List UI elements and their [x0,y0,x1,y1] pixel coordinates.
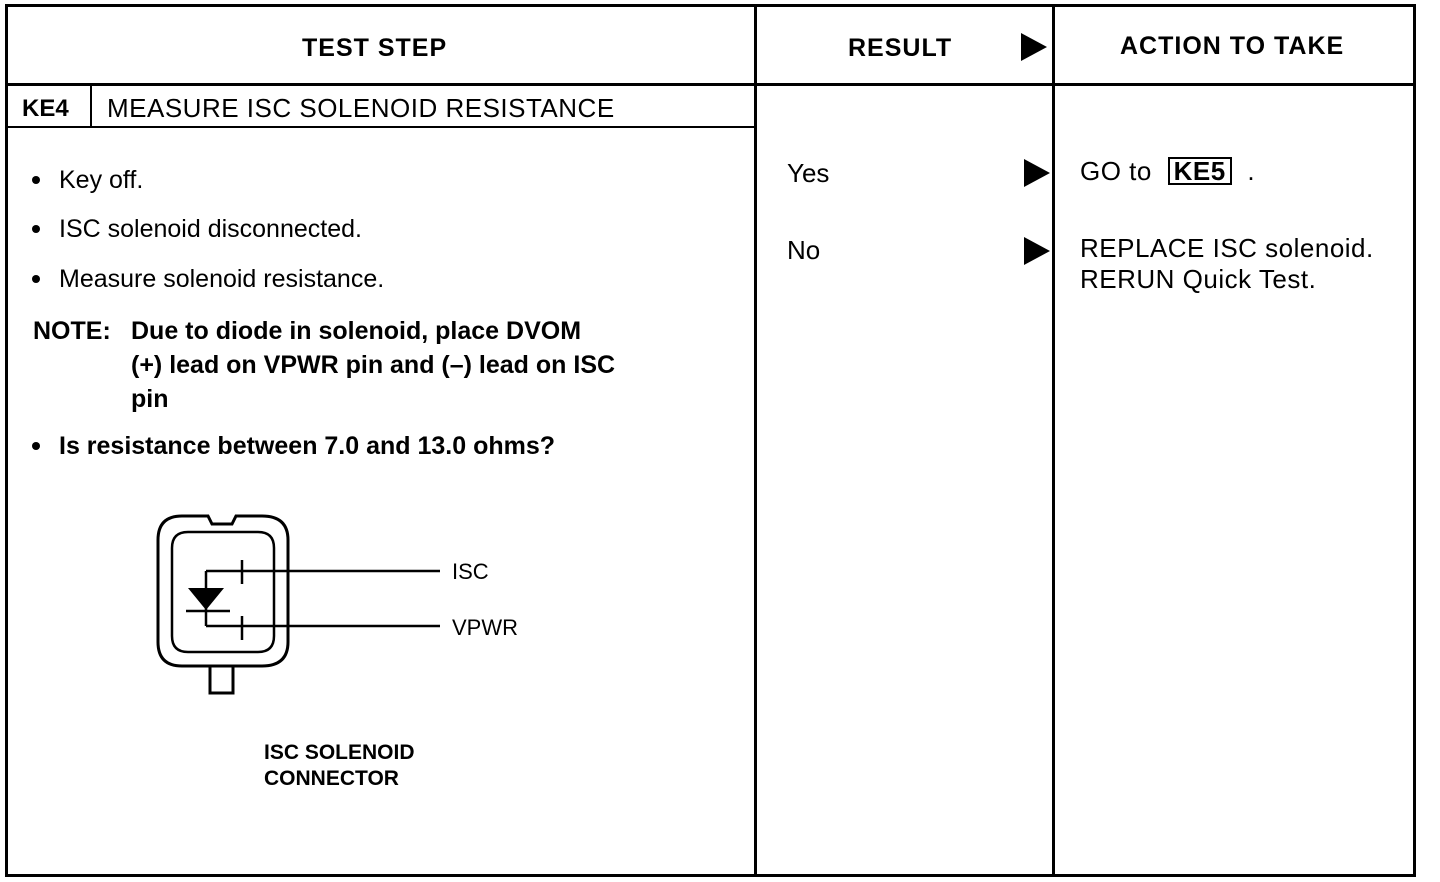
step-reference-ke5[interactable]: KE5 [1168,157,1232,185]
bullet-item [32,215,362,244]
result-arrow-icon [1024,237,1050,265]
result-arrow-icon [1024,159,1050,187]
question-text: Is resistance between 7.0 and 13.0 ohms? [59,432,556,460]
bullet-item [32,265,384,294]
bullet-text: Key off. [59,166,144,194]
bullet-icon [32,225,40,233]
action-yes-suffix: . [1247,156,1256,186]
isc-solenoid-connector-diagram [150,510,550,700]
diagram-caption [264,740,415,792]
column-divider-action [1052,4,1055,877]
bullet-text: ISC solenoid disconnected. [59,215,362,243]
pin-label-vpwr: VPWR [452,615,518,640]
note-text: Due to diode in solenoid, place DVOM (+) lead on VPWR pin and (–) lead on ISC pin [131,317,616,413]
step-title-divider [5,126,754,128]
column-divider-result [754,4,757,877]
connector-outer-shell [158,516,288,666]
caption-line: ISC SOLENOID [264,741,415,764]
action-no [1080,233,1374,295]
action-yes-prefix: GO to [1080,156,1152,186]
result-no: No [787,235,821,265]
action-no-line: RERUN Quick Test. [1080,264,1317,294]
result-yes: Yes [787,158,830,188]
connector-latch-tab [210,666,233,693]
bullet-icon [32,442,40,450]
header-test-step: TEST STEP [302,34,448,62]
step-id-divider [90,86,92,127]
question-item [32,432,555,461]
header-action: ACTION TO TAKE [1120,32,1345,60]
note-label: NOTE: [33,317,111,345]
pin-label-isc: ISC [452,559,489,584]
diode-symbol [188,588,224,610]
action-no-line: REPLACE ISC solenoid. [1080,233,1374,263]
bullet-item [32,166,143,195]
connector-inner-shell [172,532,274,652]
bullet-icon [32,275,40,283]
step-title: MEASURE ISC SOLENOID RESISTANCE [107,93,615,123]
header-arrow-icon [1021,33,1047,61]
header-divider [5,83,1416,86]
action-yes [1080,156,1255,187]
step-id: KE4 [22,95,69,122]
bullet-icon [32,176,40,184]
caption-line: CONNECTOR [264,767,399,790]
bullet-text: Measure solenoid resistance. [59,265,385,293]
header-result: RESULT [848,34,953,62]
